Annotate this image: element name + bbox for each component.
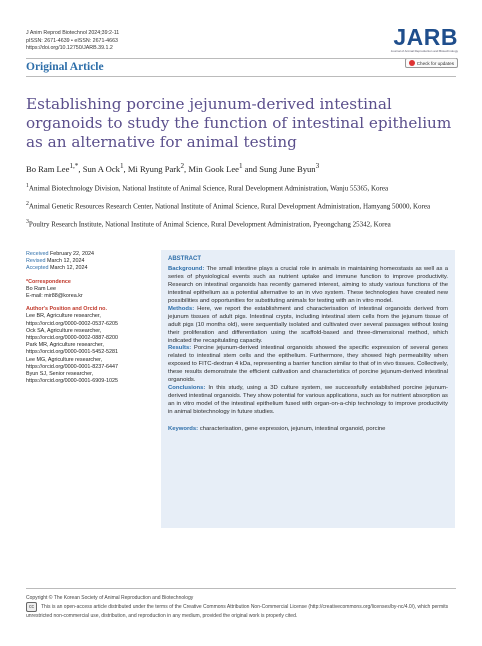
abstract-results: Results: Porcine jejunum-derived intestinal organoids showed the specific expression of several genes related to intestinal stem cells and the epithelium. Furthermore, they showed high permeability when exposed to FITC-dextran 4 kDa, representing a barrier function similar to that of in vivo tissues. Collectively, these results demonstrate the efficient cultivation and characteristics of porcine jejunum-derived intestinal organoids. bbox=[168, 345, 448, 384]
orcid-link[interactable]: https://orcid.org/0000-0001-5452-5281 bbox=[26, 349, 119, 356]
journal-logo: JARB bbox=[393, 24, 458, 50]
abstract-background: Background: The small intestine plays a crucial role in animals in maintaining homeostasis as well as a series of physiological events such as nutrient uptake and immune function to improve productivity. Research on intestinal organoids has recently garnered interest, aiming to study various functions of the intestinal epithelium as a potential alternative to an in vivo system. These technologies have created new possibilities and opportunities for substituting animals for testing with an in vitro model. bbox=[168, 265, 448, 304]
article-type-divider bbox=[26, 76, 456, 77]
orcid-link[interactable]: https://orcid.org/0000-0001-8237-6447 bbox=[26, 363, 119, 370]
author: Sun A Ock$^1$, bbox=[82, 162, 128, 174]
journal-logo-block bbox=[391, 26, 458, 71]
author-positions-label: Author's Position and Orcid no. bbox=[26, 306, 107, 313]
check-for-updates-label: Check for updates bbox=[416, 60, 454, 66]
author: Min Gook Lee$^1$ and bbox=[188, 162, 260, 174]
correspondence-name: Bo Ram Lee bbox=[26, 285, 56, 292]
doi-link[interactable]: https://doi.org/10.12750/JARB.39.1.2 bbox=[26, 45, 113, 52]
author: Mi Ryung Park$^2$, bbox=[127, 162, 189, 174]
footer-divider bbox=[26, 588, 456, 589]
article-title: Establishing porcine jejunum-derived intestinal organoids to study the function of intestinal epithelium as an alternative for animal testing bbox=[26, 95, 452, 151]
citation: J Anim Reprod Biotechnol 2024;39:2-11 bbox=[26, 30, 120, 36]
update-badge-icon bbox=[409, 60, 415, 66]
affiliation: $^2$Animal Genetic Resources Research Center, National Institute of Animal Science, Rural Development Administration, Hamyang 50000, Korea bbox=[26, 201, 431, 211]
abstract-conclusions: Conclusions: In this study, using a 3D culture system, we successfully established porcine jejunum-derived intestinal organoids. They show potential for various applications, such as for nutrient absorption as an in vitro model of the intestinal epithelium fused with organ-on-a-chip technology to improve productivity in animal biotechnology in future studies. bbox=[168, 385, 449, 416]
orcid-link[interactable]: https://orcid.org/0000-0002-0887-8200 bbox=[26, 335, 119, 342]
correspondence-email[interactable]: E-mail: mir88@korea.kr bbox=[26, 293, 83, 300]
author-position-line: Lee BR, Agriculture researcher, bbox=[26, 313, 101, 320]
header-divider bbox=[26, 58, 456, 59]
revised-date: Revised March 12, 2024 bbox=[26, 258, 85, 265]
author-position-line: Ock SA, Agriculture researcher, bbox=[26, 327, 102, 334]
abstract-heading: ABSTRACT bbox=[168, 256, 201, 262]
article-type: Original Article bbox=[26, 61, 104, 73]
license-text: cc This is an open-access article distributed under the terms of the Creative Commons Attribution Non-Commercial License (http://creativecommons.org/licenses/by-nc/4.0/), which permits unrestricted non-commercial use, distribution, and reproduction in any medium, provided the original work is properly cited. bbox=[26, 604, 449, 619]
author: Bo Ram Lee$^{1,*}$, bbox=[26, 162, 83, 174]
article-sidebar bbox=[26, 251, 154, 385]
author-position-line: Park MR, Agriculture researcher, bbox=[26, 342, 104, 349]
journal-logo-subtitle: Journal of Animal Reproduction and Biotechnology bbox=[390, 49, 458, 53]
affiliation: $^1$Animal Biotechnology Division, National Institute of Animal Science, Rural Development Administration, Wanju 55365, Korea bbox=[26, 183, 389, 193]
abstract-methods: Methods: Here, we report the establishment and characterisation of intestinal organoids derived from jejunum tissues of adult pigs. Intestinal crypts, including intestinal stem cells from the jejunum tissue of adult pigs (10 months old), were sequentially isolated and cultivated over several passages without losing their proliferation and differentiation using the scaffold-based and three-dimensional method, which indicated the recapitulating capacity. bbox=[168, 305, 448, 344]
affiliation: $^3$Poultry Research Institute, National Institute of Animal Science, Rural Development Administration, Pyeongchang 25342, Korea bbox=[26, 219, 391, 229]
correspondence-label: *Correspondence bbox=[26, 278, 71, 285]
check-for-updates-button[interactable] bbox=[405, 58, 458, 68]
received-date: Received February 22, 2024 bbox=[26, 251, 95, 257]
author: Sung June Byun$^3$ bbox=[259, 162, 320, 174]
accepted-date: Accepted March 12, 2024 bbox=[26, 265, 88, 272]
author-position-line: Byun SJ, Senior researcher, bbox=[26, 371, 94, 378]
footer bbox=[26, 594, 456, 620]
issn: pISSN: 2671-4639 • eISSN: 2671-4663 bbox=[26, 37, 118, 44]
copyright: Copyright © The Korean Society of Animal Reproduction and Biotechnology bbox=[26, 595, 194, 601]
journal-meta bbox=[26, 30, 119, 53]
abstract-keywords: Keywords: characterisation, gene expression, jejunum, intestinal organoid, porcine bbox=[168, 426, 386, 433]
author-position-line: Lee MG, Agriculture researcher, bbox=[26, 356, 103, 363]
cc-license-icon[interactable]: cc bbox=[26, 602, 37, 612]
abstract-box bbox=[161, 250, 455, 528]
orcid-link[interactable]: https://orcid.org/0000-0001-6909-1025 bbox=[26, 378, 119, 385]
author-list bbox=[26, 162, 319, 174]
orcid-link[interactable]: https://orcid.org/0000-0002-0537-6205 bbox=[26, 320, 119, 327]
